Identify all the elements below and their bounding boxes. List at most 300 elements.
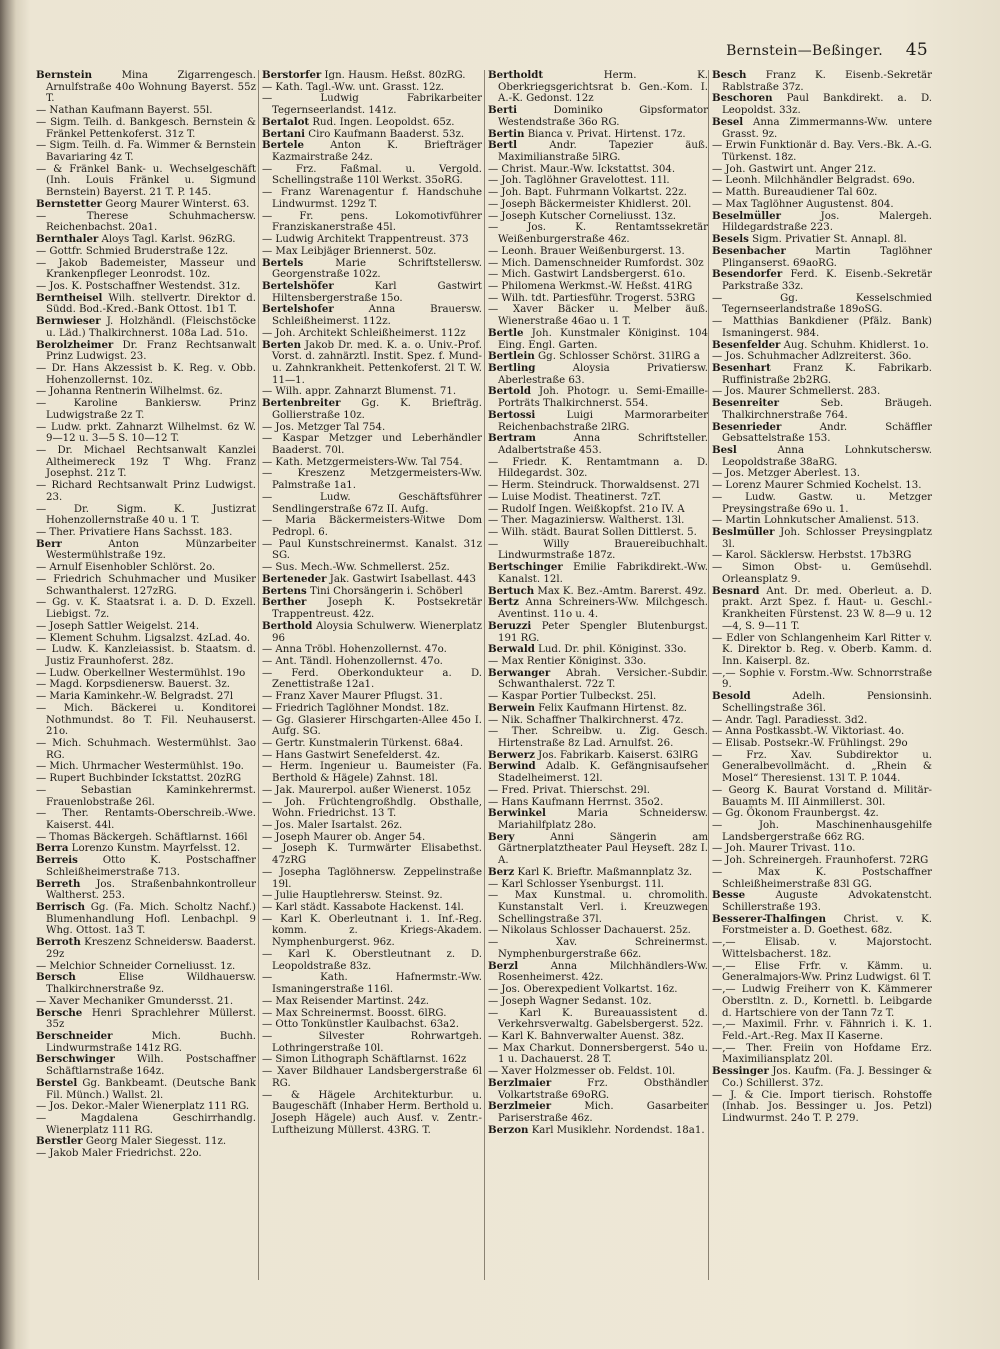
entry-surname: Berwein	[488, 701, 535, 714]
directory-entry	[262, 691, 482, 703]
entry-surname: Bertz	[488, 596, 519, 609]
directory-entry	[488, 515, 708, 527]
directory-entry	[262, 515, 482, 538]
entry-text: — Jos. K. Rentamtssekretär Weißenburgerstraße 46z.	[488, 222, 708, 246]
entry-text: — Anna Postkassbt.-W. Viktoriast. 4o.	[712, 726, 905, 738]
entry-text: — Kath. Metzgermeisters-Ww. Tal 754.	[262, 456, 463, 468]
directory-entry	[262, 457, 482, 469]
entry-text: — J. & Cie. Import tierisch. Rohstoffe (Inhab. Jos. Bessinger u. Jos. Petzl) Lindwurmst. 24o T. P. 279.	[712, 1089, 932, 1124]
directory-entry	[262, 996, 482, 1008]
directory-entry	[488, 621, 708, 644]
directory-entry	[488, 937, 708, 960]
entry-text: — Ludw. Gastw. u. Metzger Preysingstraße 69o u. 1.	[712, 491, 932, 515]
directory-entry	[36, 140, 256, 163]
entry-text: — Simon Lithograph Schäftlarnst. 162z	[262, 1054, 467, 1066]
entry-text: — Mich. Damenschneider Rumfordst. 30z	[488, 257, 704, 269]
entry-text: — Jos. Maurer Schmellerst. 283.	[712, 386, 881, 398]
entry-text: Franz K. Eisenb.-Sekretär Rablstraße 37z.	[722, 70, 932, 93]
directory-entry	[36, 1148, 256, 1160]
directory-entry	[262, 656, 482, 668]
directory-entry	[262, 398, 482, 421]
directory-entry	[262, 785, 482, 797]
entry-text: Jos. Kaufm. (Fa. J. Bessinger & Co.) Schillerst. 37z.	[722, 1066, 932, 1089]
directory-entry	[36, 1136, 256, 1148]
entry-text: — Joh. Früchtengroßhdlg. Obsthalle, Wohn. Friedrichst. 13 T.	[262, 796, 482, 820]
entry-text: — Luise Modist. Theatinerst. 7zT.	[488, 491, 662, 503]
entry-text: — Jakob Maler Friedrichst. 22o.	[36, 1148, 202, 1160]
entry-surname: Beschoren	[712, 92, 773, 105]
entry-surname: Bertels	[262, 256, 304, 269]
entry-text: — Jos. Metzger Aberlest. 13.	[712, 468, 860, 480]
directory-entry	[488, 328, 708, 351]
directory-entry	[488, 715, 708, 727]
entry-text: — Jos. Schuhmacher Adlzreiterst. 36o.	[712, 351, 912, 363]
directory-entry	[36, 832, 256, 844]
directory-entry	[488, 304, 708, 327]
entry-surname: Berten	[262, 338, 302, 351]
entry-text: — Wilh. städt. Baurat Sollen Dittlerst. 5.	[488, 527, 697, 539]
entry-surname: Besch	[712, 70, 747, 81]
entry-text: — Max Kunstmal. u. chromolith. Kunstanstalt Verl. i. Kreuzwegen Schellingstraße 37l.	[488, 890, 708, 925]
directory-entry	[712, 1066, 932, 1089]
entry-text: — Xav. Schreinermst. Nymphenburgerstraße 66z.	[488, 937, 708, 960]
directory-entry	[262, 867, 482, 890]
entry-text: Gg. Schlosser Schörst. 31lRG a	[534, 351, 700, 363]
entry-text: — Xaver Mechaniker Gmundersst. 21.	[36, 995, 234, 1007]
directory-entry	[36, 363, 256, 386]
column-3	[488, 70, 708, 1310]
entry-text: — Ther. Magaziniersw. Waltherst. 13l.	[488, 515, 685, 527]
entry-surname: Berschneider	[36, 1029, 113, 1042]
entry-text: — Ferd. Oberkondukteur a. D. Zenettistraße 12a1.	[262, 667, 482, 691]
entry-text: —,— Ludwig Freiherr von K. Kämmerer Oberstltn. z. D., Kornettl. b. Leibgarde d. Hartschiere von der Tann 7z T.	[712, 984, 932, 1019]
directory-entry	[262, 890, 482, 902]
entry-text: — Anna Tröbl. Hohenzollernst. 47o.	[262, 644, 447, 656]
directory-entry	[36, 679, 256, 691]
entry-surname: Berzon	[488, 1123, 529, 1136]
running-title: Bernstein—Beßinger.	[726, 43, 883, 59]
entry-text: Joh. Kunstmaler Königinst. 104 Eing. Engl. Garten.	[498, 327, 708, 351]
entry-text: — Georg K. Baurat Vorstand d. Militär-Bauamts M. III Ainmillerst. 30l.	[712, 784, 932, 808]
directory-entry	[488, 246, 708, 258]
directory-entry	[36, 70, 256, 105]
entry-surname: Besel	[712, 115, 744, 128]
entry-text: — Mich. Schuhmach. Westermühlst. 3ao RG.	[36, 737, 256, 761]
entry-text: — Max Rentier Königinst. 33o.	[488, 655, 647, 667]
entry-surname: Bertens	[262, 584, 307, 597]
directory-entry	[488, 644, 708, 656]
directory-entry	[262, 1066, 482, 1089]
directory-entry	[36, 340, 256, 363]
directory-entry	[36, 211, 256, 234]
entry-text: — Joseph Kutscher Corneliusst. 13z.	[488, 210, 676, 222]
entry-surname: Berreis	[36, 854, 78, 867]
directory-entry	[712, 562, 932, 585]
entry-text: Jakob Dr. med. K. a. o. Univ.-Prof. Vorst. d. zahnärztl. Instit. Spez. f. Mund- u. Zahnkrankheit. Pettenkoferst. 2l T. W. 11—1.	[272, 339, 482, 386]
entry-text: — Julie Hauptlehrersw. Steinst. 9z.	[262, 890, 443, 902]
directory-entry	[262, 750, 482, 762]
entry-text: — Sigm. Teilh. d. Bankgesch. Bernstein & Fränkel Pettenkoferst. 31z T.	[36, 116, 256, 140]
entry-text: — Herm. Ingenieur u. Baumeister (Fa. Berthold & Hägele) Zahnst. 18l.	[262, 761, 482, 785]
entry-surname: Berti	[488, 104, 518, 117]
directory-entry	[262, 797, 482, 820]
directory-entry	[262, 703, 482, 715]
entry-text: — Arnulf Eisenhobler Schlörst. 2o.	[36, 562, 216, 574]
entry-text: — Jos. Oberexpedient Volkartst. 16z.	[488, 984, 678, 996]
entry-surname: Bernstein	[36, 70, 93, 81]
entry-text: — Fr. pens. Lokomotivführer Franziskanerstraße 45l.	[262, 210, 482, 234]
entry-surname: Berrisch	[36, 901, 86, 914]
directory-entry	[488, 586, 708, 598]
entry-surname: Bertram	[488, 432, 536, 445]
directory-entry	[36, 1054, 256, 1077]
entry-text: Ferd. K. Eisenb.-Sekretär Parkstraße 33z.	[722, 269, 932, 292]
directory-entry	[488, 527, 708, 539]
directory-entry	[36, 1008, 256, 1031]
entry-surname: Bertalot	[262, 115, 310, 128]
directory-entry	[262, 422, 482, 434]
entry-surname: Besl	[712, 444, 737, 456]
entry-surname: Berstorfer	[262, 70, 322, 81]
entry-text: — Otto Tonkünstler Kaulbachst. 63a2.	[262, 1019, 459, 1031]
entry-text: — Kaspar Metzger und Leberhändler Baaderst. 70l.	[262, 433, 482, 456]
entry-surname: Bertling	[488, 361, 536, 374]
entry-text: Anni Sängerin am Gärtnerplatztheater Paul Heyseft. 28z I. A.	[498, 831, 708, 867]
entry-text: — Therese Schuhmachersw. Reichenbachst. 20a1.	[36, 210, 256, 234]
directory-entry	[262, 902, 482, 914]
entry-text: — Xaver Bildhauer Landsbergerstraße 6l RG.	[262, 1066, 482, 1089]
directory-entry	[712, 340, 932, 352]
directory-entry	[36, 1101, 256, 1113]
directory-entry	[712, 586, 932, 633]
directory-entry	[488, 281, 708, 293]
directory-entry	[488, 175, 708, 187]
directory-entry	[262, 340, 482, 387]
entry-text: — Edler von Schlangenheim Karl Ritter v. K. Direktor b. Reg. v. Oberb. Kamm. d. Inn. Kaiserpl. 8z.	[712, 632, 932, 667]
entry-text: Lud. Dr. phil. Königinst. 33o.	[534, 644, 687, 656]
entry-surname: Beslmüller	[712, 526, 775, 539]
entry-text: — Ludw. K. Kanzleiassist. b. Staatsm. d. Justiz Fraunhoferst. 28z.	[36, 644, 256, 667]
entry-text: — Jakob Bademeister, Masseur und Krankenpfleger Leonrodst. 10z.	[36, 257, 256, 281]
entry-text: — Joh. Gastwirt unt. Anger 21z.	[712, 163, 877, 175]
column-4	[712, 70, 932, 1310]
entry-surname: Bertl	[488, 139, 518, 152]
entry-text: — Karl städt. Kassabote Hackenst. 14l.	[262, 902, 464, 914]
entry-text: Mina Zigarrengesch. Arnulfstraße 40o Wohnung Bayerst. 55z T.	[46, 70, 256, 105]
entry-text: Georg Maler Siegesst. 11z.	[82, 1136, 227, 1148]
entry-text: — Gg. v. K. Staatsrat i. a. D. D. Exzell. Liebigst. 7z.	[36, 597, 256, 621]
directory-entry	[262, 1019, 482, 1031]
entry-text: Seb. Bräugeh. Thalkirchnerstraße 764.	[722, 398, 932, 421]
directory-entry	[262, 715, 482, 738]
entry-surname: Besserer-Thalfingen	[712, 912, 827, 925]
entry-text: — Hans Kaufmann Herrnst. 35o2.	[488, 796, 664, 808]
entry-text: Otto K. Postschaffner Schleißheimerstraße 713.	[46, 855, 256, 878]
entry-text: — Joseph K. Turmwärter Elisabethst. 47zRG	[262, 843, 482, 867]
directory-entry	[712, 1019, 932, 1042]
entry-text: Anton K. Briefträger Kazmairstraße 24z.	[272, 140, 482, 164]
entry-text: — & Fränkel Bank- u. Wechselgeschäft (Inh. Louis Fränkel u. Sigmund Bernstein) Bayerst. 21 T. P. 145.	[36, 163, 256, 199]
entry-text: Anna Brauersw. Schleißheimerst. 112z.	[272, 304, 482, 328]
entry-text: — Magdalena Geschirrhandlg. Wienerplatz 111 RG.	[36, 1112, 256, 1136]
entry-surname: Besenbacher	[712, 244, 786, 257]
directory-entry	[36, 105, 256, 117]
entry-surname: Berr	[36, 537, 62, 550]
entry-surname: Berntheisel	[36, 291, 103, 304]
entry-text: — Mich. Bäckerei u. Konditorei Nothmundst. 8o T. Fil. Neuhauserst. 21o.	[36, 702, 256, 738]
entry-text: — Joh. Architekt Schleißheimerst. 112z	[262, 327, 466, 339]
column-divider	[708, 70, 709, 1280]
directory-entry	[36, 902, 256, 937]
entry-surname: Besenreiter	[712, 397, 779, 410]
directory-entry	[488, 386, 708, 409]
entry-text: Martin Taglöhner Plinganserst. 69aoRG.	[722, 245, 932, 269]
directory-entry	[712, 293, 932, 316]
directory-entry	[712, 93, 932, 116]
entry-surname: Bersche	[36, 1006, 83, 1019]
entry-text: — Matth. Bureaudiener Tal 60z.	[712, 187, 878, 199]
directory-entry	[712, 984, 932, 1019]
entry-surname: Bertholdt	[488, 70, 544, 81]
entry-surname: Besnard	[712, 584, 760, 597]
entry-text: — Joseph Maurer ob. Anger 54.	[262, 831, 426, 843]
directory-entry	[712, 550, 932, 562]
directory-entry	[488, 70, 708, 105]
directory-entry	[488, 457, 708, 480]
directory-entry	[712, 398, 932, 421]
entry-text: — Karol. Säcklersw. Herbstst. 17b3RG	[712, 550, 912, 562]
entry-text: — Lorenz Maurer Schmied Kochelst. 13.	[712, 480, 922, 492]
entry-text: — Joh. Maurer Trivast. 11o.	[712, 843, 856, 855]
entry-text: — Jos. K. Postschaffner Westendst. 31z.	[36, 280, 241, 292]
directory-entry	[262, 70, 482, 82]
entry-text: — Max Charkut. Donnersbergerst. 54o u. 1 u. Dachauerst. 28 T.	[488, 1042, 708, 1066]
entry-text: — Franz Xaver Maurer Pflugst. 31.	[262, 691, 443, 703]
entry-text: — Christ. Maur.-Ww. Ickstattst. 304.	[488, 163, 676, 175]
directory-entry	[488, 597, 708, 620]
directory-entry	[262, 281, 482, 304]
directory-entry	[262, 1090, 482, 1137]
entry-surname: Bernthaler	[36, 233, 99, 246]
directory-entry	[488, 504, 708, 516]
entry-text: — Karl K. Bahnverwalter Auenst. 38z.	[488, 1030, 685, 1042]
directory-entry	[36, 293, 256, 316]
directory-entry	[36, 937, 256, 960]
directory-entry	[262, 761, 482, 784]
entry-text: Anna Schriftsteller. Adalbertstraße 453.	[498, 433, 708, 456]
page-header	[726, 40, 928, 60]
entry-text: J. Holzhändl. (Fleischstöcke u. Läd.) Thalkirchnerst. 108a Lad. 51o.	[46, 316, 256, 339]
entry-text: —,— Elisab. v. Majorstocht. Wittelsbacherst. 18z.	[712, 937, 932, 960]
directory-entry	[36, 398, 256, 421]
entry-text: Joseph K. Postsekretär Trappentreust. 42z.	[272, 597, 482, 621]
entry-text: — Ther. Schreibw. u. Zig. Gesch. Hirtenstraße 8z Lad. Arnulfst. 26.	[488, 726, 708, 749]
entry-text: — Rupert Buchbinder Ickstattst. 20zRG	[36, 773, 242, 785]
entry-surname: Bertuch	[488, 584, 535, 597]
directory-entry	[262, 433, 482, 456]
entry-text: — Elisab. Postsekr.-W. Frühlingst. 29o	[712, 737, 908, 749]
entry-text: — Kath. Tagl.-Ww. unt. Grasst. 12z.	[262, 81, 445, 93]
entry-text: Aloys Tagl. Karlst. 96zRG.	[98, 234, 236, 246]
entry-text: Luigi Marmorarbeiter Reichenbachstraße 2lRG.	[498, 409, 708, 433]
directory-entry	[36, 855, 256, 878]
entry-text: Max K. Bez.-Amtm. Barerst. 49z.	[534, 585, 707, 597]
directory-entry	[262, 468, 482, 491]
entry-text: Herm. K. Oberkriegsgerichtsrat b. Gen.-Kom. I. A.-K. Gedonst. 12z	[498, 70, 708, 105]
entry-text: Anton Münzarbeiter Westermühlstraße 19z.	[46, 538, 256, 562]
entry-text: — Max Schreinermst. Boosst. 6lRG.	[262, 1007, 447, 1019]
directory-entry	[488, 1125, 708, 1137]
entry-text: Adelh. Pensionsinh. Schellingstraße 36l.	[722, 691, 932, 714]
directory-entry	[712, 187, 932, 199]
directory-entry	[36, 562, 256, 574]
entry-surname: Bertelshofer	[262, 303, 334, 316]
directory-entry	[262, 914, 482, 949]
entry-text: — Wilh. tdt. Partiesführ. Trogerst. 53RG	[488, 292, 696, 304]
directory-entry	[488, 187, 708, 199]
entry-text: Rud. Ingen. Leopoldst. 65z.	[309, 116, 455, 128]
entry-text: Dr. Franz Rechtsanwalt Prinz Ludwigst. 23.	[46, 339, 256, 363]
entry-surname: Besendorfer	[712, 268, 783, 281]
entry-text: Jos. Straßenbahnkontrolleur Waltherst. 253.	[46, 878, 256, 902]
directory-entry	[262, 972, 482, 995]
entry-surname: Berther	[262, 596, 307, 609]
entry-text: — Wilh. appr. Zahnarzt Blumenst. 71.	[262, 386, 457, 398]
directory-entry	[36, 668, 256, 680]
directory-entry	[488, 996, 708, 1008]
entry-text: Franz K. Fabrikarb. Ruffinistraße 2b2RG.	[722, 362, 932, 386]
directory-entry	[488, 808, 708, 831]
directory-entry	[488, 832, 708, 867]
entry-surname: Berteneder	[262, 572, 327, 585]
entry-text: — Maria Bäckermeisters-Witwe Dom Pedropl. 6.	[262, 515, 482, 539]
directory-entry	[488, 199, 708, 211]
directory-entry	[712, 527, 932, 550]
entry-text: — Maria Kaminkehr.-W. Belgradst. 27l	[36, 691, 234, 703]
entry-text: — Xaver Holzmesser ob. Feldst. 10l.	[488, 1066, 676, 1078]
entry-surname: Berra	[36, 842, 69, 855]
entry-text: Wilh. Postschaffner Schäftlarnstraße 164z.	[46, 1054, 256, 1078]
entry-text: — Josepha Taglöhnersw. Zeppelinstraße 19l.	[262, 866, 482, 890]
entry-text: — Ludw. Oberkellner Westermühlst. 19o	[36, 667, 246, 679]
directory-entry	[262, 738, 482, 750]
directory-entry	[36, 597, 256, 620]
directory-entry	[36, 703, 256, 738]
directory-entry	[36, 527, 256, 539]
entry-text: — Ludwig Architekt Trappentreust. 373	[262, 234, 469, 246]
directory-entry	[488, 1031, 708, 1043]
entry-text: — Karl Schlosser Ysenburgst. 11l.	[488, 878, 664, 890]
entry-text: Joh. Schlosser Preysingplatz 3l.	[722, 527, 932, 550]
entry-text: — Joseph Sattler Weigelst. 214.	[36, 620, 200, 632]
entry-text: — Willy Brauereibuchhalt. Lindwurmstraße 187z.	[488, 538, 708, 562]
directory-entry	[36, 117, 256, 140]
directory-entry	[36, 199, 256, 211]
entry-text: Frz. Obsthändler Volkartstraße 69oRG.	[498, 1077, 708, 1101]
entry-text: — Johanna Rentnerin Wilhelmst. 6z.	[36, 386, 223, 398]
entry-text: — Joh. Schreinergeh. Fraunhoferst. 72RG	[712, 855, 929, 867]
directory-entry	[488, 293, 708, 305]
entry-surname: Berzlmaier	[488, 1076, 552, 1089]
directory-entry	[36, 761, 256, 773]
entry-text: — Nik. Schaffner Thalkirchnerst. 47z.	[488, 714, 684, 726]
directory-entry	[488, 785, 708, 797]
entry-text: Aloysia Privatiersw. Aberlestraße 63.	[498, 362, 708, 386]
entry-surname: Besold	[712, 690, 751, 703]
entry-text: — Ther. Privatiere Hans Sachsst. 183.	[36, 527, 233, 539]
entry-text: Anna Zimmermanns-Ww. untere Grasst. 9z.	[722, 116, 932, 140]
directory-entry	[488, 1043, 708, 1066]
directory-entry	[262, 832, 482, 844]
entry-text: — Philomena Werkmst.-W. Heßst. 41RG	[488, 280, 693, 292]
entry-text: Jos. Fabrikarb. Kaiserst. 63lRG	[534, 749, 699, 761]
entry-text: — Frz. Faßmal. u. Vergold. Schellingstraße 110l Werkst. 35oRG.	[262, 163, 482, 187]
entry-text: — Andr. Tagl. Paradiesst. 3d2.	[712, 714, 868, 726]
directory-entry	[36, 738, 256, 761]
directory-entry	[712, 117, 932, 140]
entry-surname: Berstler	[36, 1135, 83, 1148]
directory-entry	[262, 140, 482, 163]
entry-surname: Besenhart	[712, 361, 771, 374]
entry-text: — Rudolf Ingen. Weißkopfst. 21o IV. A	[488, 503, 685, 515]
directory-entry	[36, 972, 256, 995]
entry-text: Felix Kaufmann Hirtenst. 8z.	[535, 702, 687, 714]
entry-text: — Jos. Metzger Tal 754.	[262, 421, 386, 433]
entry-text: — Max Taglöhner Augustenst. 804.	[712, 198, 894, 210]
directory-entry	[712, 855, 932, 867]
directory-entry	[488, 1101, 708, 1124]
entry-text: —,— Sophie v. Forstm.-Ww. Schnorrstraße 9.	[712, 667, 932, 691]
directory-entry	[488, 867, 708, 879]
entry-text: — Dr. Hans Akzessist b. K. Reg. v. Obb. Hohenzollernst. 10z.	[36, 362, 256, 386]
directory-entry	[712, 820, 932, 843]
directory-entry	[36, 258, 256, 281]
entry-text: — Ant. Tändl. Hohenzollernst. 47o.	[262, 655, 443, 667]
entry-surname: Berroth	[36, 936, 81, 949]
entry-text: Gg. K. Briefträg. Gollierstraße 10z.	[272, 398, 482, 421]
directory-entry	[488, 1008, 708, 1031]
entry-text: Aug. Schuhm. Khidlerst. 1o.	[780, 339, 929, 351]
entry-text: Joh. Photogr. u. Semi-Emaille-Porträts Thalkirchnerst. 554.	[498, 386, 708, 410]
entry-surname: Bertold	[488, 385, 531, 398]
entry-text: Anna Milchhändlers-Ww. Rosenheimerst. 42z.	[498, 960, 708, 984]
entry-text: —,— Ther. Freiin von Hofdame Erz. Maximiliansplatz 20l.	[712, 1042, 932, 1066]
directory-entry	[488, 539, 708, 562]
entry-surname: Besse	[712, 889, 746, 902]
entry-text: — Herm. Steindruck. Thorwaldsenst. 27l	[488, 480, 700, 492]
entry-text: — Joh. Taglöhner Gravelottest. 11l.	[488, 175, 670, 187]
entry-text: — Nikolaus Schlosser Dachauerst. 25z.	[488, 925, 691, 937]
entry-text: Peter Spengler Blutenburgst. 191 RG.	[498, 620, 708, 644]
directory-entry	[262, 187, 482, 210]
entry-surname: Bertossi	[488, 408, 536, 421]
directory-entry	[712, 492, 932, 515]
directory-entry	[262, 597, 482, 620]
directory-entry	[488, 105, 708, 128]
directory-entry	[262, 820, 482, 832]
page-number: 45	[905, 40, 928, 60]
directory-entry	[712, 269, 932, 292]
directory-entry	[262, 1008, 482, 1020]
directory-entry	[262, 668, 482, 691]
directory-entry	[488, 703, 708, 715]
entry-surname: Berwerz	[488, 748, 535, 761]
directory-entry	[712, 726, 932, 738]
directory-entry	[712, 785, 932, 808]
entry-text: Gg. (Fa. Mich. Scholtz Nachf.) Blumenhandlung Hofl. Lenbachpl. 9 Whg. Ottost. 1a3 T.	[46, 902, 256, 937]
entry-text: Wilh. stellvertr. Direktor d. Südd. Bod.-Kred.-Bank Ottost. 1b1 T.	[46, 292, 256, 316]
directory-entry	[712, 867, 932, 890]
